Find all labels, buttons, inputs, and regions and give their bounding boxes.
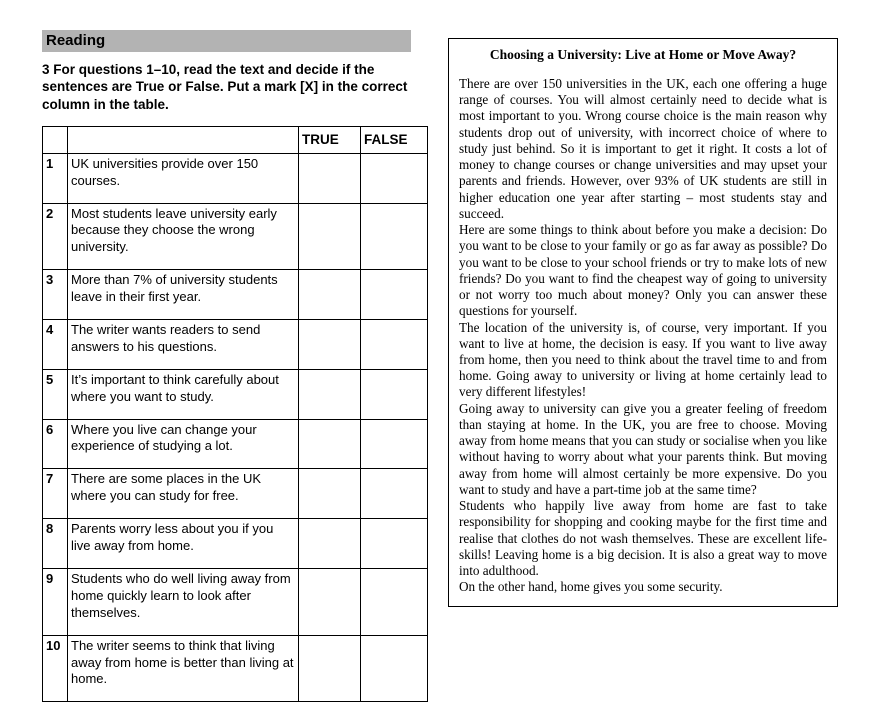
false-answer-cell — [361, 203, 428, 270]
question-number: 2 — [43, 203, 68, 270]
question-number: 7 — [43, 469, 68, 519]
false-answer-cell — [361, 568, 428, 635]
passage-paragraph: The location of the university is, of course, very important. If you want to live at home, the decision is easy. If you want to live away from home, then you need to think about the travel time to and from home. Going away to university or living at home certainly lead to very different lifestyles! — [459, 319, 827, 400]
true-answer-cell — [299, 270, 361, 320]
false-answer-cell — [361, 320, 428, 370]
passage-paragraph: Students who happily live away from home are fast to take responsibility for shopping and cooking maybe for the first time and realise that clothes do not wash themselves. These are excellent life-skills! Leaving home is a big decision. It is also a great way to move into adulthood. — [459, 498, 827, 579]
false-column-header: FALSE — [361, 126, 428, 153]
instructions-text: 3 For questions 1–10, read the text and decide if the sentences are True or False. Put a mark [X] in the correct column in the table. — [42, 62, 408, 112]
passage-box — [448, 38, 838, 607]
true-answer-cell — [299, 568, 361, 635]
true-answer-cell — [299, 635, 361, 702]
question-text: Most students leave university early because they choose the wrong university. — [68, 203, 299, 270]
question-text: Parents worry less about you if you live away from home. — [68, 519, 299, 569]
table-row — [43, 153, 428, 203]
true-answer-cell — [299, 519, 361, 569]
passage-paragraph: Here are some things to think about before you make a decision: Do you want to be close to your family or go as far away as possible? Do you want to be close to your school friends or try to make lots of new friends? Do you want to find the cheapest way of going to university or not worry too much about money? Only you can answer these questions for yourself. — [459, 222, 827, 319]
question-number: 1 — [43, 153, 68, 203]
passage-paragraph: Going away to university can give you a greater feeling of freedom than staying at home. In the UK, you are free to choose. Moving away from home means that you can study or socialise when you like without having to worry about what your parents think. But moving away from home will almost certainly be more expensive. Do you want to study and have a part-time job at the same time? — [459, 400, 827, 497]
table-row — [43, 320, 428, 370]
false-answer-cell — [361, 369, 428, 419]
section-heading — [42, 30, 411, 52]
passage-paragraph: There are over 150 universities in the UK, each one offering a huge range of courses. You will almost certainly need to decide what is most important to you. Wrong course choice is the main reason why students drop out of university, with incorrect choice of where to study just behind. So it is important to get it right. It costs a lot of money to change courses or change universities and may upset your parents and friends. However, over 93% of UK students are still in higher education one year after starting – most students stay and succeed. — [459, 76, 827, 221]
table-row — [43, 469, 428, 519]
table-row — [43, 519, 428, 569]
question-text: Students who do well living away from home quickly learn to look after themselves. — [68, 568, 299, 635]
question-text: Where you live can change your experience of studying a lot. — [68, 419, 299, 469]
question-number: 3 — [43, 270, 68, 320]
reading-section — [42, 30, 411, 702]
question-number: 9 — [43, 568, 68, 635]
question-text: The writer wants readers to send answers to his questions. — [68, 320, 299, 370]
true-column-header: TRUE — [299, 126, 361, 153]
false-answer-cell — [361, 153, 428, 203]
question-number: 5 — [43, 369, 68, 419]
question-number: 10 — [43, 635, 68, 702]
passage-paragraph: On the other hand, home gives you some security. — [459, 579, 723, 595]
false-answer-cell — [361, 270, 428, 320]
table-header-row — [43, 126, 428, 153]
question-text: There are some places in the UK where you can study for free. — [68, 469, 299, 519]
passage-title: Choosing a University: Live at Home or Move Away? — [489, 47, 797, 62]
true-answer-cell — [299, 153, 361, 203]
question-number: 4 — [43, 320, 68, 370]
question-text: More than 7% of university students leave in their first year. — [68, 270, 299, 320]
question-number: 8 — [43, 519, 68, 569]
false-answer-cell — [361, 519, 428, 569]
question-text: UK universities provide over 150 courses. — [68, 153, 299, 203]
question-number: 6 — [43, 419, 68, 469]
true-answer-cell — [299, 469, 361, 519]
true-answer-cell — [299, 369, 361, 419]
number-column-header — [43, 126, 68, 153]
section-heading-text: Reading — [46, 32, 106, 49]
table-row — [43, 203, 428, 270]
true-false-table — [42, 126, 428, 702]
question-text: It’s important to think carefully about where you want to study. — [68, 369, 299, 419]
table-row — [43, 270, 428, 320]
true-answer-cell — [299, 203, 361, 270]
table-row — [43, 419, 428, 469]
false-answer-cell — [361, 635, 428, 702]
true-answer-cell — [299, 419, 361, 469]
false-answer-cell — [361, 419, 428, 469]
table-row — [43, 568, 428, 635]
question-text: The writer seems to think that living away from home is better than living at home. — [68, 635, 299, 702]
sentence-column-header — [68, 126, 299, 153]
table-row — [43, 635, 428, 702]
true-answer-cell — [299, 320, 361, 370]
false-answer-cell — [361, 469, 428, 519]
table-row — [43, 369, 428, 419]
